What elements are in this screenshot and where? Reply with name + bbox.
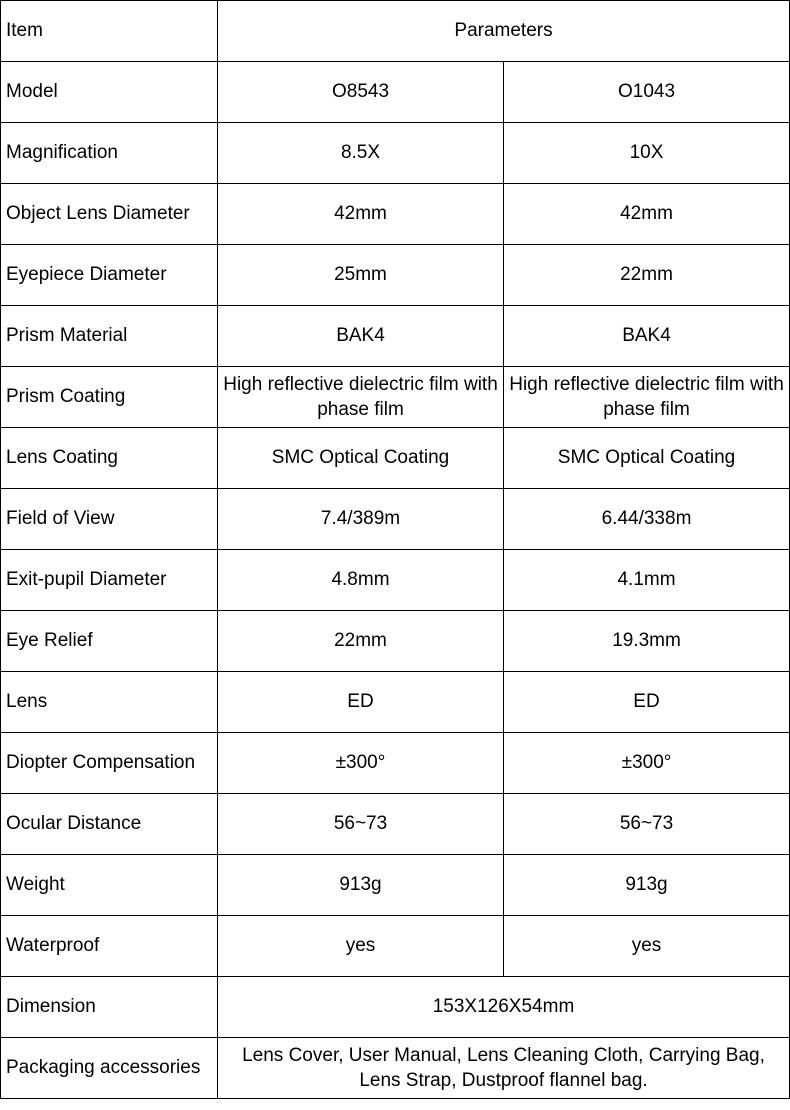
table-row — [1, 245, 790, 306]
row-label: Weight — [1, 855, 218, 916]
value-model-b: 56~73 — [504, 794, 790, 855]
table-row — [1, 123, 790, 184]
value-model-a: 25mm — [218, 245, 504, 306]
row-label: Dimension — [1, 977, 218, 1038]
value-model-a: 913g — [218, 855, 504, 916]
value-model-a: 4.8mm — [218, 550, 504, 611]
row-label: Ocular Distance — [1, 794, 218, 855]
value-model-b: O1043 — [504, 62, 790, 123]
value-model-b: ED — [504, 672, 790, 733]
row-label: Lens Coating — [1, 428, 218, 489]
header-parameters-cell: Parameters — [218, 1, 790, 62]
table-row — [1, 550, 790, 611]
table-row — [1, 672, 790, 733]
value-model-a: SMC Optical Coating — [218, 428, 504, 489]
value-model-b: 913g — [504, 855, 790, 916]
header-item-cell: Item — [1, 1, 218, 62]
value-model-b: 6.44/338m — [504, 489, 790, 550]
value-model-a: O8543 — [218, 62, 504, 123]
table-row — [1, 733, 790, 794]
row-label: Magnification — [1, 123, 218, 184]
packaging-value: Lens Cover, User Manual, Lens Cleaning Cloth, Carrying Bag, Lens Strap, Dustproof flannel bag. — [218, 1038, 790, 1099]
row-label: Field of View — [1, 489, 218, 550]
value-model-b: 22mm — [504, 245, 790, 306]
table-row — [1, 611, 790, 672]
value-model-a: High reflective dielectric film with phase film — [218, 367, 504, 428]
table-row — [1, 489, 790, 550]
row-label: Diopter Compensation — [1, 733, 218, 794]
value-model-b: 10X — [504, 123, 790, 184]
row-label: Eye Relief — [1, 611, 218, 672]
table-row — [1, 367, 790, 428]
value-model-b: ±300° — [504, 733, 790, 794]
value-model-a: 8.5X — [218, 123, 504, 184]
row-label: Packaging accessories — [1, 1038, 218, 1099]
value-model-a: 56~73 — [218, 794, 504, 855]
value-model-b: 19.3mm — [504, 611, 790, 672]
dimension-value: 153X126X54mm — [218, 977, 790, 1038]
value-model-a: 42mm — [218, 184, 504, 245]
row-label: Object Lens Diameter — [1, 184, 218, 245]
table-row — [1, 184, 790, 245]
table-row — [1, 916, 790, 977]
table-row — [1, 794, 790, 855]
row-label: Prism Coating — [1, 367, 218, 428]
value-model-b: SMC Optical Coating — [504, 428, 790, 489]
value-model-a: BAK4 — [218, 306, 504, 367]
value-model-b: 42mm — [504, 184, 790, 245]
value-model-a: 22mm — [218, 611, 504, 672]
row-label: Model — [1, 62, 218, 123]
row-label: Lens — [1, 672, 218, 733]
row-label: Waterproof — [1, 916, 218, 977]
value-model-b: BAK4 — [504, 306, 790, 367]
value-model-b: High reflective dielectric film with phase film — [504, 367, 790, 428]
table-row — [1, 855, 790, 916]
value-model-a: ED — [218, 672, 504, 733]
row-label: Eyepiece Diameter — [1, 245, 218, 306]
header-row — [1, 1, 790, 62]
row-label: Prism Material — [1, 306, 218, 367]
table-row — [1, 306, 790, 367]
value-model-a: 7.4/389m — [218, 489, 504, 550]
table-row — [1, 62, 790, 123]
packaging-row — [1, 1038, 790, 1099]
dimension-row — [1, 977, 790, 1038]
table-row — [1, 428, 790, 489]
value-model-b: yes — [504, 916, 790, 977]
row-label: Exit-pupil Diameter — [1, 550, 218, 611]
value-model-a: ±300° — [218, 733, 504, 794]
value-model-b: 4.1mm — [504, 550, 790, 611]
value-model-a: yes — [218, 916, 504, 977]
